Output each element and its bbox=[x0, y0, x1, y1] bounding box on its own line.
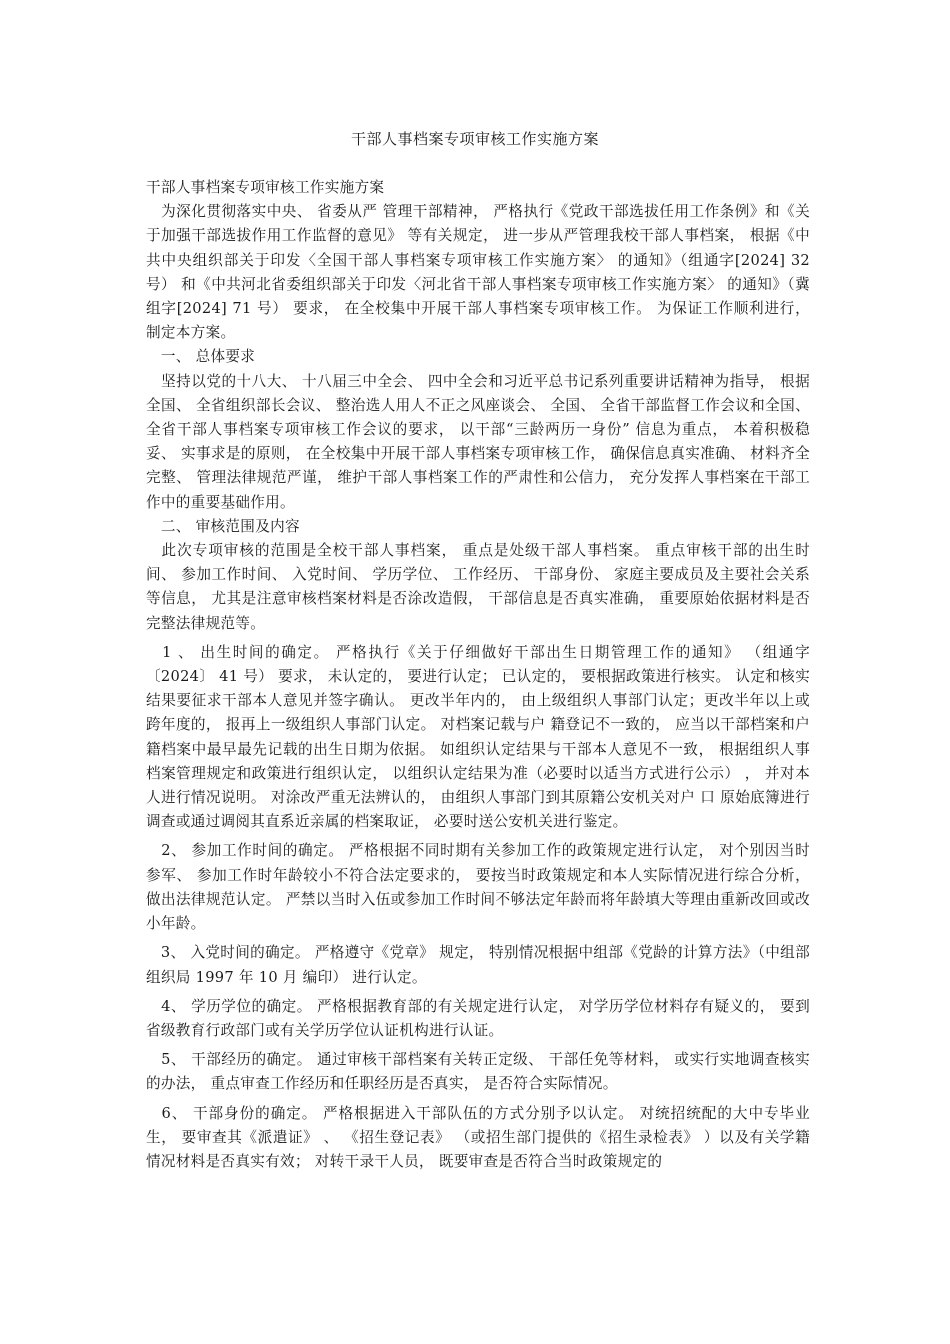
paragraph-item-6: 6、 干部身份的确定。 严格根据进入干部队伍的方式分别予以认定。 对统招统配的大中专毕业生， 要审查其《派遣证》 、 《招生登记表》 （或招生部门提供的《招生录检表》 ）以及有关学籍情况材料是否真实有效； 对转干录干人员， 既要审查是否符合当时政策规定的 bbox=[146, 1104, 810, 1170]
paragraph-item-4: 4、 学历学位的确定。 严格根据教育部的有关规定进行认定， 对学历学位材料存有疑义的， 要到省级教育行政部门或有关学历学位认证机构进行认证。 bbox=[146, 997, 810, 1039]
document-title: 干部人事档案专项审核工作实施方案 bbox=[350, 130, 599, 148]
paragraph-item-3: 3、 入党时间的确定。 严格遵守《党章》 规定， 特别情况根据中组部《党龄的计算方法》（中组部组织局 1997 年 10 月 编印） 进行认定。 bbox=[146, 944, 810, 986]
section-heading-2: 二、 审核范围及内容 bbox=[146, 517, 300, 535]
section-heading-1: 一、 总体要求 bbox=[146, 348, 256, 366]
document-body bbox=[146, 176, 810, 1174]
paragraph-item-1: 1 、 出生时间的确定。 严格执行《关于仔细做好干部出生日期管理工作的通知》 （组通字〔2024〕 41 号） 要求， 未认定的， 要进行认定； 已认定的， 要根据政策进行核实。 认定和核实结果要征求干部本人意见并签字确认。 更改半年内的， 由上级组织人事部门认定；更改半年以上或跨年度的， 报再上一级组织人事部门认定。 对档案记载与户 籍登记不一致的， 应当以干部档案和户 籍档案中最早最先记载的出生日期为依据。 如组织认定结果与干部本人意见不一致， 根据组织人事档案管理规定和政策进行组织认定， 以组织认定结果为准（必要时以适当方式进行公示） ， 并对本人进行情况说明。 对涂改严重无法辨认的， 由组织人事部门到其原籍公安机关对户 口 原始底簿进行调查或通过调阅其直系近亲属的档案取证， 必要时送公安机关进行鉴定。 bbox=[146, 643, 810, 831]
paragraph-general-requirements: 坚持以党的十八大、 十八届三中全会、 四中全会和习近平总书记系列重要讲话精神为指导， 根据全国、 全省组织部长会议、 整治选人用人不正之风座谈会、 全国、 全省干部监督工作会议和全国、 全省干部人事档案专项审核工作会议的要求， 以干部“三龄两历一身份” 信息为重点， 本着积极稳妥、 实事求是的原则， 在全校集中开展干部人事档案专项审核工作， 确保信息真实准确、 材料齐全完整、 管理法律规范严谨， 维护干部人事档案工作的严肃性和公信力， 充分发挥人事档案在干部工作中的重要基础作用。 bbox=[146, 372, 810, 511]
paragraph-scope: 此次专项审核的范围是全校干部人事档案， 重点是处级干部人事档案。 重点审核干部的出生时间、 参加工作时间、 入党时间、 学历学位、 工作经历、 干部身份、 家庭主要成员及主要社会关系等信息， 尤其是注意审核档案材料是否涂改造假， 干部信息是否真实准确， 重要原始依据材料是否完整法律规范等。 bbox=[146, 542, 810, 632]
paragraph-item-2: 2、 参加工作时间的确定。 严格根据不同时期有关参加工作的政策规定进行认定， 对个别因当时参军、 参加工作时年龄较小不符合法定要求的， 要按当时政策规定和本人实际情况进行综合分析， 做出法律规范认定。 严禁以当时入伍或参加工作时间不够法定年龄而将年龄填大等理由重新改回或改小年龄。 bbox=[146, 842, 810, 933]
paragraph-intro: 为深化贯彻落实中央、 省委从严 管理干部精神， 严格执行《党政干部选拔任用工作条例》和《关于加强干部选拔作用工作监督的意见》 等有关规定， 进一步从严管理我校干部人事档案， 根据《中共中央组织部关于印发〈全国干部人事档案专项审核工作实施方案〉 的通知》（组通字[2024] 32 号） 和《中共河北省委组织部关于印发〈河北省干部人事档案专项审核工作实施方案〉 的通知》（冀组字[2024] 71 号） 要求， 在全校集中开展干部人事档案专项审核工作。 为保证工作顺利进行， 制定本方案。 bbox=[146, 203, 810, 342]
paragraph-item-5: 5、 干部经历的确定。 通过审核干部档案有关转正定级、 干部任免等材料， 或实行实地调查核实的办法， 重点审查工作经历和任职经历是否真实， 是否符合实际情况。 bbox=[146, 1051, 810, 1093]
body-heading: 干部人事档案专项审核工作实施方案 bbox=[146, 179, 385, 196]
